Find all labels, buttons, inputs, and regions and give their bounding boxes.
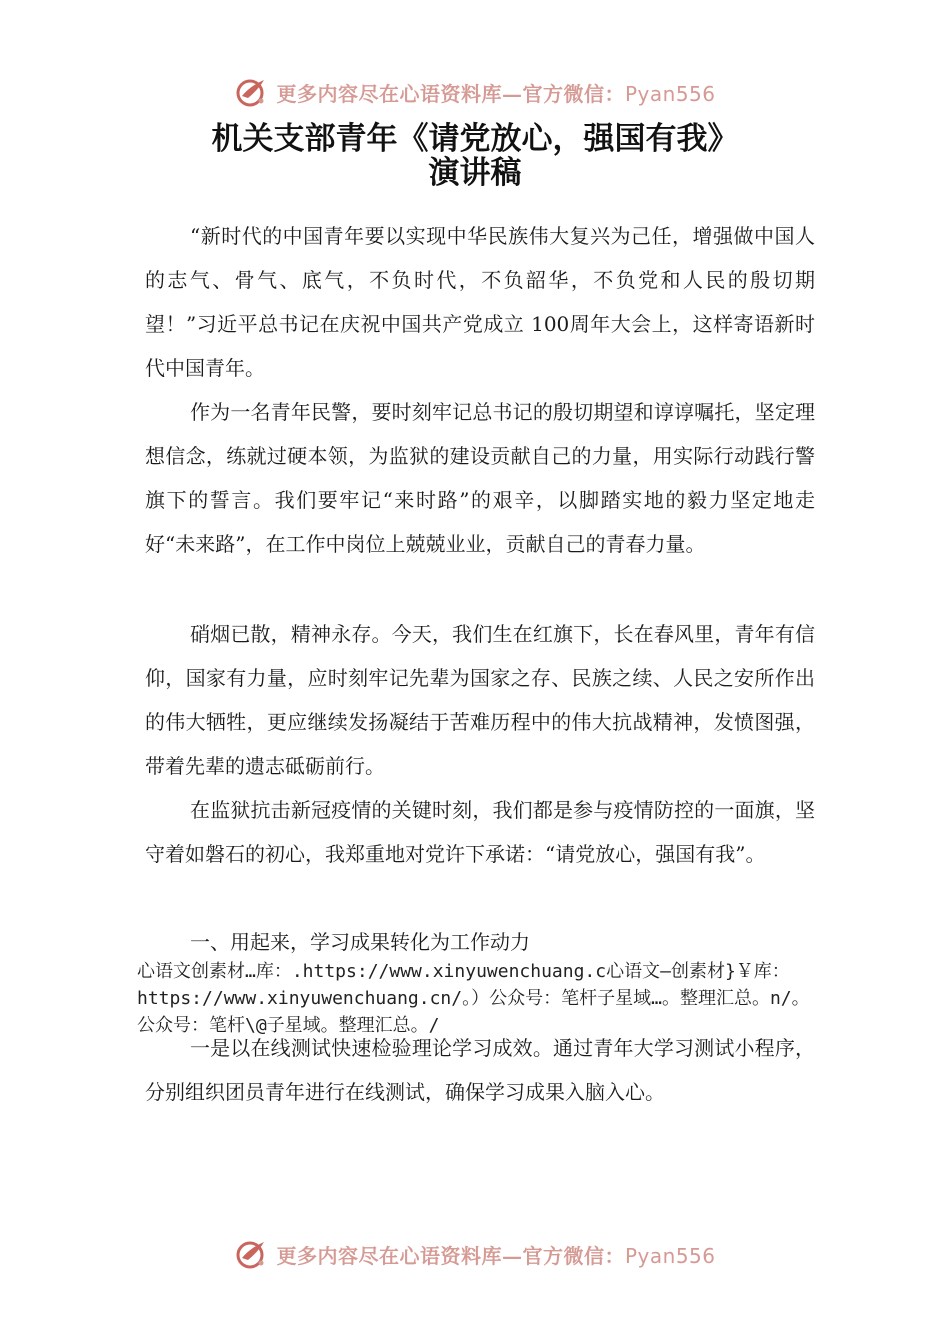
section-heading: 一、用起来，学习成果转化为工作动力	[190, 930, 530, 954]
paragraph-5: 一是以在线测试快速检验理论学习成效。通过青年大学习测试小程序，分别组织团员青年进行在线测试，确保学习成果入脑入心。	[145, 1036, 815, 1104]
paragraph-4: 在监狱抗击新冠疫情的关键时刻，我们都是参与疫情防控的一面旗，坚守着如磐石的初心，我郑重地对党许下承诺：“请党放心，强国有我”。	[145, 798, 815, 866]
body-section-2	[145, 390, 815, 566]
source-note: 心语文创素材…库：.https://www.xinyuwenchuang.c心语文—创素材}￥库：https://www.xinyuwenchuang.cn/。）公众号：笔杆子星域…。整理汇总。n/。公众号：笔杆\@子星域。整理汇总。/	[137, 961, 810, 1036]
watermark-footer	[0, 1236, 950, 1272]
watermark-text: 更多内容尽在心语资料库—官方微信：Pyan556	[276, 81, 716, 106]
brush-logo-icon	[234, 1236, 270, 1272]
body-section-5	[145, 1026, 815, 1114]
watermark-text: 更多内容尽在心语资料库—官方微信：Pyan556	[276, 1243, 716, 1268]
watermark-header	[0, 74, 950, 110]
paragraph-1: “新时代的中国青年要以实现中华民族伟大复兴为己任，增强做中国人的志气、骨气、底气，不负时代，不负韶华，不负党和人民的殷切期望！”习近平总书记在庆祝中国共产党成立 100周年大会上，这样寄语新时代中国青年。	[145, 224, 815, 380]
body-section-4	[145, 788, 815, 876]
page-title	[0, 122, 950, 190]
title-line-2: 演讲稿	[428, 155, 522, 191]
paragraph-2: 作为一名青年民警，要时刻牢记总书记的殷切期望和谆谆嘱托，坚定理想信念，练就过硬本领，为监狱的建设贡献自己的力量，用实际行动践行警旗下的誓言。我们要牢记“来时路”的艰辛，以脚踏实地的毅力坚定地走好“未来路”，在工作中岗位上兢兢业业，贡献自己的青春力量。	[145, 400, 815, 556]
body-section-1	[145, 214, 815, 390]
body-section-3	[145, 612, 815, 788]
title-line-1: 机关支部青年《请党放心，强国有我》	[211, 121, 739, 157]
paragraph-3: 硝烟已散，精神永存。今天，我们生在红旗下，长在春风里，青年有信仰，国家有力量，应时刻牢记先辈为国家之存、民族之续、人民之安所作出的伟大牺牲，更应继续发扬凝结于苦难历程中的伟大抗战精神，发愤图强，带着先辈的遗志砥砺前行。	[145, 622, 815, 778]
brush-logo-icon	[234, 74, 270, 110]
